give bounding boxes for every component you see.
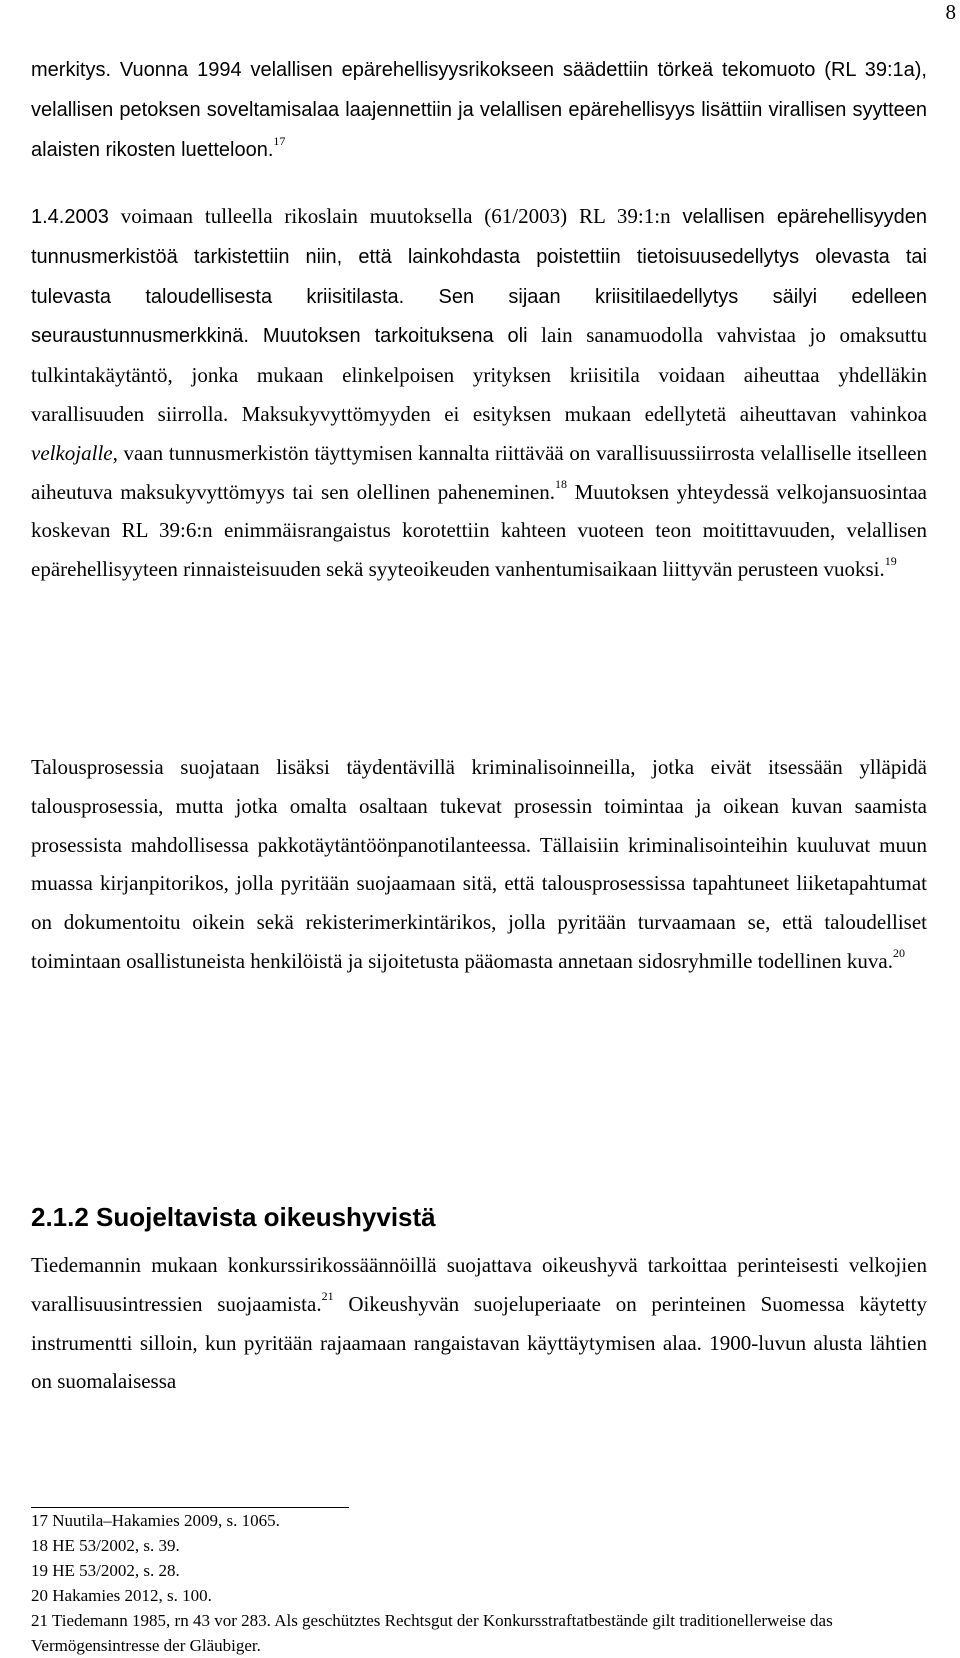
paragraph-3-text: Talousprosessia suojataan lisäksi täydentävillä kriminalisoinneilla, jotka eivät itsessään ylläpidä talousprosessia, mutta jotka omalta osaltaan tukevat prosessin toimintaa ja oikean kuvan saamista prosessista mahdollisessa pakkotäytäntöönpanotilanteessa. Tällaisiin kriminalisointeihin kuuluvat muun muassa kirjanpitorikos, jolla pyritään suojaamaan sitä, että talousprosessissa tapahtuneet liiketapahtumat on dokumentoitu oikein sekä rekisterimerkintärikos, jolla pyritään turvaamaan se, että taloudelliset toimintaan osallistuneista henkilöistä ja sijoitetusta pääomasta annetaan sidosryhmille todellinen kuva. — [31, 755, 927, 973]
footnote-ref-19: 19 — [884, 554, 897, 569]
footnote-17: 17 Nuutila–Hakamies 2009, s. 1065. — [31, 1511, 280, 1530]
paragraph-2 — [31, 197, 927, 589]
paragraph-2-date: 1.4.2003 — [31, 206, 109, 228]
footnotes-list — [31, 1508, 931, 1658]
footnote-ref-18: 18 — [554, 476, 567, 491]
paragraph-2-text-g: Muutoksen yhteydessä velkojansuosintaa koskevan RL 39:6:n enimmäisrangaistus korotettiin kahteen vuoteen teon moitittavuuden, velallisen epärehellisyyteen rinnaisteisuuden sekä syyteoikeuden vanhentumisaikaan liittyvän perusteen vuoksi. — [31, 479, 927, 582]
page-number: 8 — [945, 0, 956, 24]
paragraph-4-text-b: Oikeushyvän suojeluperiaate on perinteinen Suomessa käytetty instrumentti silloin, kun pyritään rajaamaan rangaistavan käyttäytymisen alaa. 1900-luvun alusta lähtien on suomalaisessa — [31, 1291, 927, 1394]
paragraph-1 — [31, 50, 927, 169]
footnote-ref-21: 21 — [321, 1288, 334, 1303]
footnote-19: 19 HE 53/2002, s. 28. — [31, 1561, 180, 1580]
section-heading: 2.1.2 Suojeltavista oikeushyvistä — [31, 1202, 436, 1232]
paragraph-4 — [31, 1246, 927, 1401]
footnote-21: 21 Tiedemann 1985, rn 43 vor 283. Als geschütztes Rechtsgut der Konkursstraftatbestände gilt traditionellerweise das Vermögensintresse der Gläubiger. — [31, 1611, 833, 1655]
paragraph-2-text-b: voimaan tulleella rikoslain muutoksella (61/2003) RL 39:1:n — [108, 204, 683, 228]
footnote-ref-17: 17 — [273, 133, 286, 148]
paragraph-2-text-d: lain sanamuodolla vahvistaa jo omaksuttu tulkintakäytäntö, jonka mukaan elinkelpoisen yrityksen kriisitila voidaan aiheuttaa yhdelläkin varallisuuden siirrolla. Maksukyvyttömyyden ei esityksen mukaan edellytetä aiheuttavan vahinkoa — [31, 323, 927, 426]
paragraph-2-text-c: velallisen epärehellisyyden tunnusmerkistöä tarkistettiin niin, että lainkohdasta poistettiin tietoisuusedellytys olevasta tai tulevasta taloudellisesta kriisitilasta. Sen sijaan kriisitilaedellytys säilyi edelleen seuraustunnusmerkkinä. Muutoksen tarkoituksena oli — [31, 206, 927, 348]
paragraph-2-text-f: , vaan tunnusmerkistön täyttymisen kannalta riittävää on varallisuussiirrosta velalliselle itselleen aiheutuva maksukyvyttömyys tai sen olellinen paheneminen. — [31, 440, 927, 504]
footnote-20: 20 Hakamies 2012, s. 100. — [31, 1586, 212, 1605]
footnote-ref-20: 20 — [892, 945, 905, 960]
footnote-18: 18 HE 53/2002, s. 39. — [31, 1536, 180, 1555]
paragraph-1-text: merkitys. Vuonna 1994 velallisen epärehellisyysrikokseen säädettiin törkeä tekomuoto (RL 39:1a), velallisen petoksen soveltamisalaa laajennettiin ja velallisen epärehellisyys lisättiin virallisen syytteen alaisten rikosten luetteloon. — [31, 59, 927, 161]
paragraph-3 — [31, 748, 927, 981]
paragraph-4-text-a: Tiedemannin mukaan konkurssirikossäännöillä suojattava oikeushyvä tarkoittaa perinteisesti velkojien varallisuusintressien suojaamista. — [31, 1253, 927, 1316]
paragraph-2-italic: velkojalle — [31, 440, 113, 465]
